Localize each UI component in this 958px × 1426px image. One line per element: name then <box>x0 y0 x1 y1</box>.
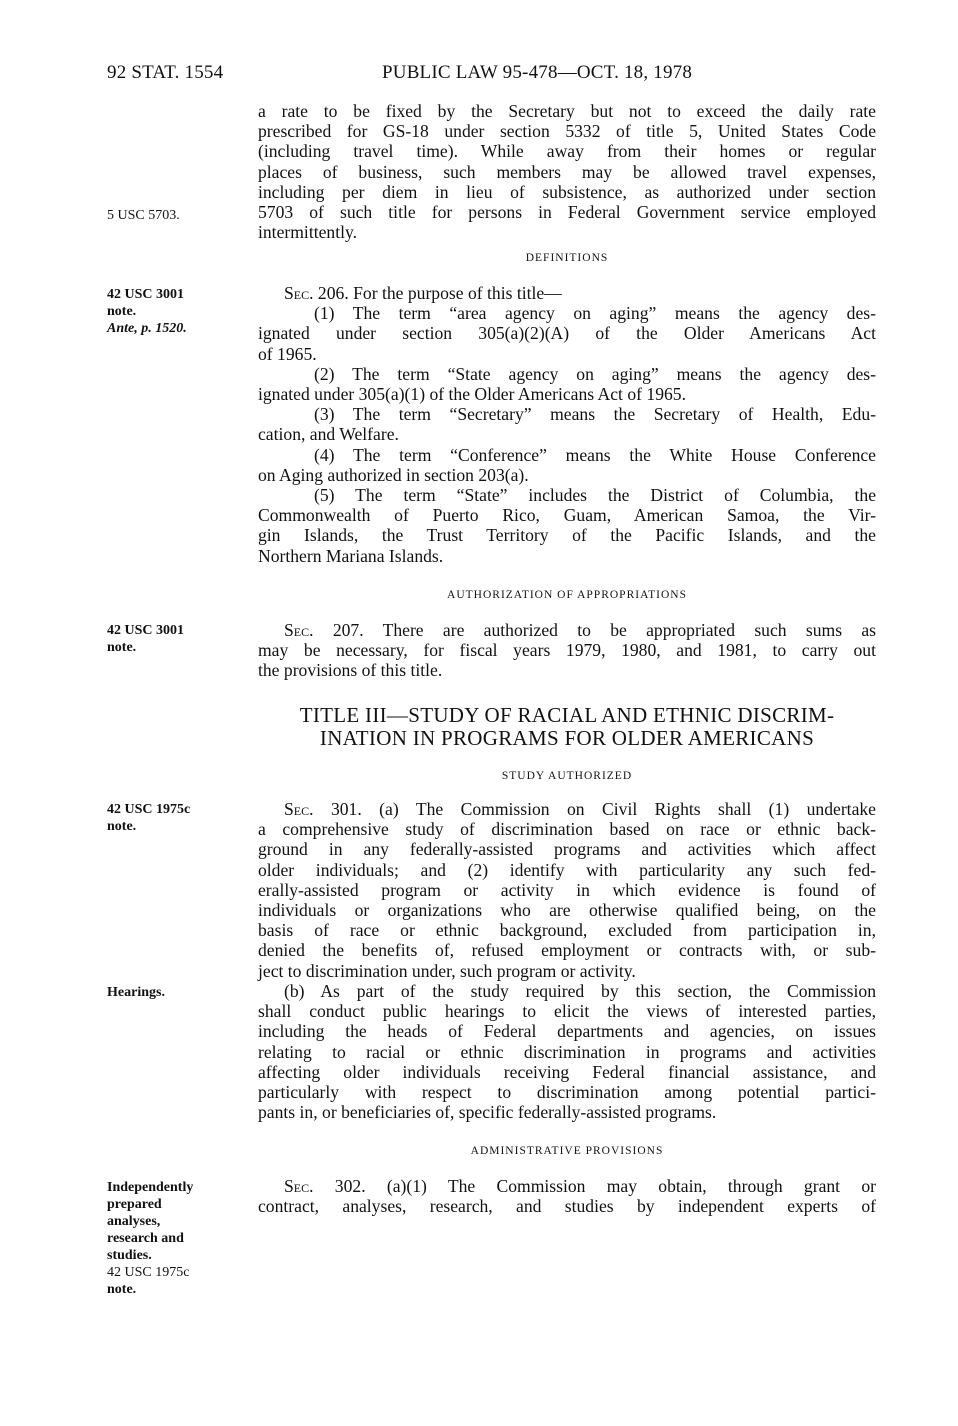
page-reference: 92 STAT. 1554 <box>107 62 224 83</box>
margin-note-sec-301: 42 USC 1975c note. <box>107 802 191 834</box>
heading-study-authorized: STUDY AUTHORIZED <box>501 770 633 782</box>
heading-appropriations: AUTHORIZATION OF APPROPRIATIONS <box>447 589 687 601</box>
paragraph-continuation: a rate to be fixed by the Secretary but not to exceed the daily rate prescribed for GS-18 under section 5332 of title 5, United States Code (including travel time). While away from their homes or regular places of business, such members may be allowed travel expenses, including per diem in lieu of subsistence, as authorized under section 5703 of such title for persons in Federal Government service employed intermittently. <box>258 101 876 243</box>
section-301-b: (b) As part of the study required by this section, the Commission shall conduct public hearings to elicit the views of interested parties, including the heads of Federal departments and agencies, on issues relating to racial or ethnic discrimination in programs and activities affecting older individuals receiving Federal financial assistance, and particularly with respect to discrimination among potential partici- pants in, or beneficiaries of, specific federally-assisted programs. <box>258 981 876 1123</box>
margin-note-sec-207: 42 USC 3001 note. <box>107 623 185 655</box>
section-302: Sec. 302. (a)(1) The Commission may obtain, through grant or contract, analyses, research, and studies by independent experts of <box>258 1176 876 1217</box>
section-301-a: Sec. 301. (a) The Commission on Civil Rights shall (1) undertake a comprehensive study of discrimination based on race or ethnic back- ground in any federally-assisted programs and activities which affect older individuals; and (2) identify with particularity any such fed- erally-assisted program or activity in which evidence is found of individuals or organizations who are otherwise qualified being, on the basis of race or ethnic background, excluded from participation in, denied the benefits of, refused employment or contracts with, or sub- ject to discrimination under, such program or activity. <box>258 799 876 981</box>
running-header <box>0 62 958 92</box>
section-207: Sec. 207. There are authorized to be appropriated such sums as may be necessary, for fiscal years 1979, 1980, and 1981, to carry out the provisions of this title. <box>258 620 876 681</box>
margin-note-hearings: Hearings. <box>107 985 165 1000</box>
title-iii-heading: TITLE III—STUDY OF RACIAL AND ETHNIC DISCRIM- INATION IN PROGRAMS FOR OLDER AMERICANS <box>299 703 835 750</box>
margin-note-sec-206: 42 USC 3001 note. Ante, p. 1520. <box>107 287 187 336</box>
running-title: PUBLIC LAW 95-478—OCT. 18, 1978 <box>382 62 693 83</box>
section-206: Sec. 206. For the purpose of this title— (1) The term “area agency on aging” means the agency des- ignated under section 305(a)(2)(A) of the Older Americans Act of 1965. (2) The term “State agency on aging” means the agency des- ignated under 305(a)(1) of the Older Americans Act of 1965. (3) The term “Secretary” means the Secretary of Health, Edu- cation, and Welfare. (4) The term “Conference” means the White House Conference on Aging authorized in section 203(a). (5) The term “State” includes the District of Columbia, the Commonwealth of Puerto Rico, Guam, American Samoa, the Vir- gin Islands, the Trust Territory of the Pacific Islands, and the Northern Mariana Islands. <box>258 283 876 566</box>
margin-note-sec-302: Independently prepared analyses, research and studies. 42 USC 1975c note. <box>107 1180 194 1297</box>
heading-definitions: DEFINITIONS <box>525 252 609 264</box>
heading-administrative-provisions: ADMINISTRATIVE PROVISIONS <box>470 1145 664 1157</box>
margin-note-usc-5703: 5 USC 5703. <box>107 208 180 223</box>
